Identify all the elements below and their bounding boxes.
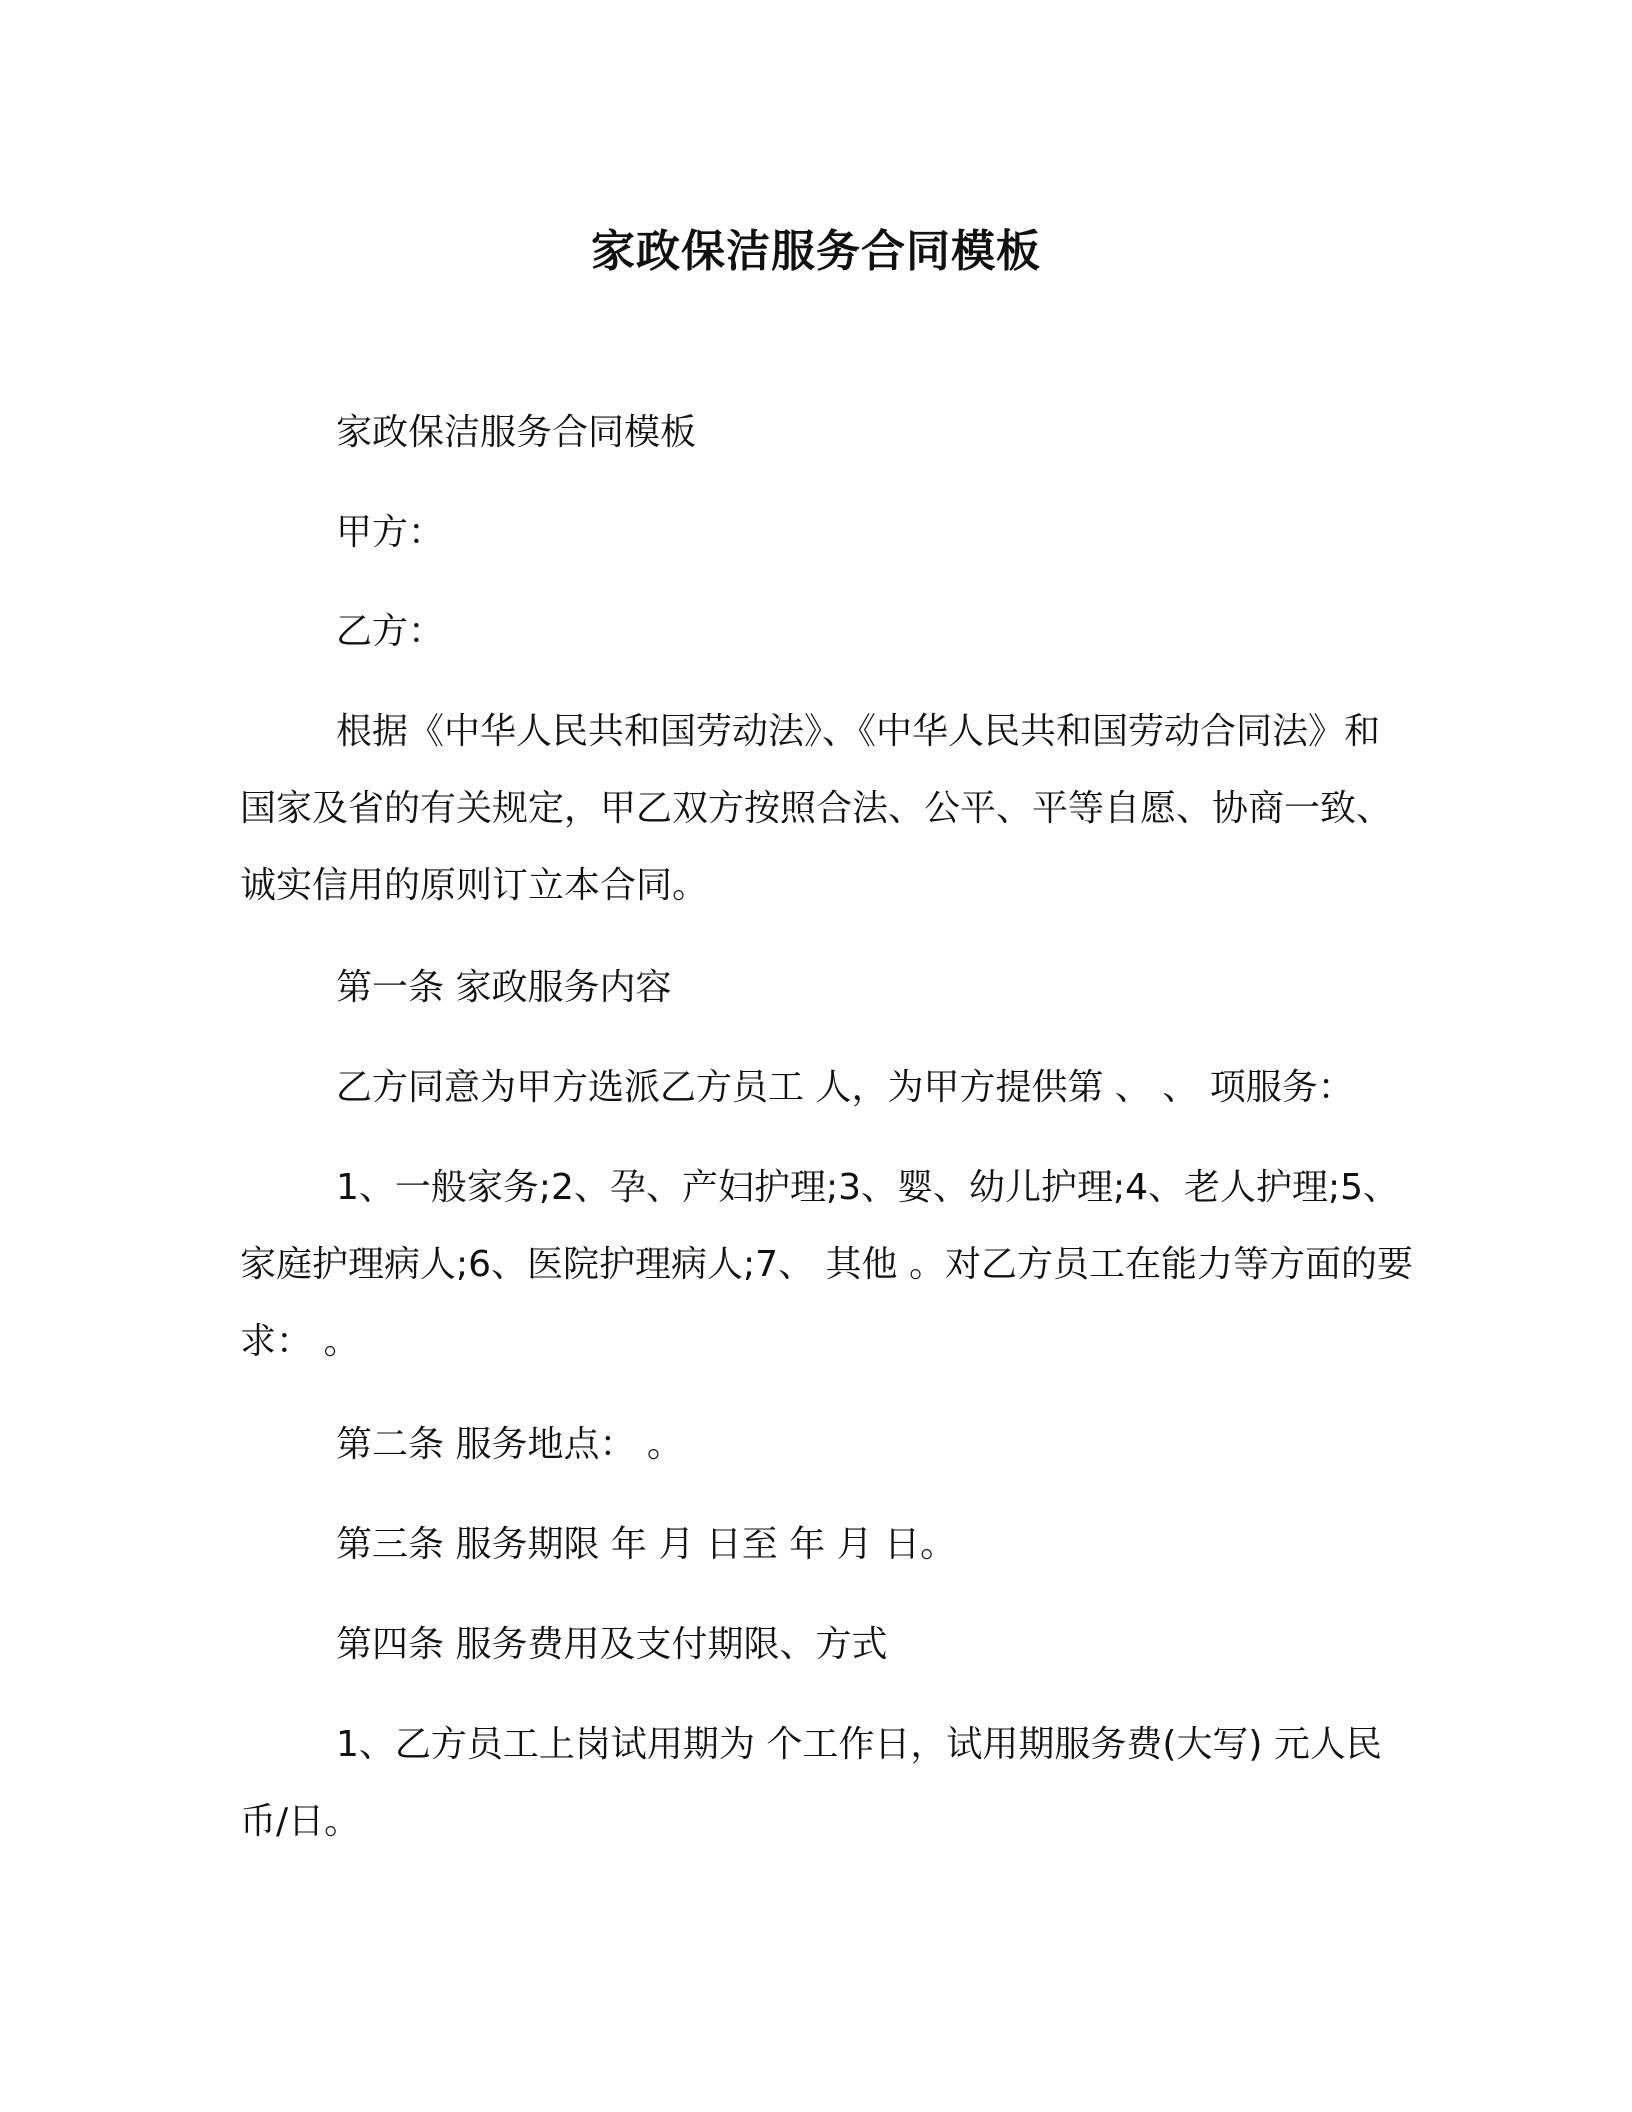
article-1-body: 乙方同意为甲方选派乙方员工 人，为甲方提供第 、 、 项服务： <box>336 1067 1354 1108</box>
article-2-line: 第二条 服务地点： 。 <box>336 1424 683 1465</box>
party-a-line: 甲方： <box>336 512 445 553</box>
article-3-line: 第三条 服务期限 年 月 日至 年 月 日。 <box>336 1524 957 1565</box>
trial-period-paragraph: 1、乙方员工上岗试用期为 个工作日，试用期服务费(大写) 元人民币/日。 <box>240 1724 1382 1842</box>
article-1-heading: 第一条 家政服务内容 <box>336 967 672 1008</box>
contract-heading: 家政保洁服务合同模板 <box>336 412 697 453</box>
document-title: 家政保洁服务合同模板 <box>591 226 1041 277</box>
service-items-paragraph: 1、一般家务;2、孕、产妇护理;3、婴、幼儿护理;4、老人护理;5、家庭护理病人;6、医院护理病人;7、 其他 。对乙方员工在能力等方面的要求： 。 <box>240 1167 1413 1362</box>
party-b-line: 乙方： <box>336 611 445 652</box>
article-4-heading: 第四条 服务费用及支付期限、方式 <box>336 1624 888 1665</box>
preamble-paragraph: 根据《中华人民共和国劳动法》、《中华人民共和国劳动合同法》和国家及省的有关规定，甲乙双方按照合法、公平、平等自愿、协商一致、诚实信用的原则订立本合同。 <box>240 711 1393 906</box>
